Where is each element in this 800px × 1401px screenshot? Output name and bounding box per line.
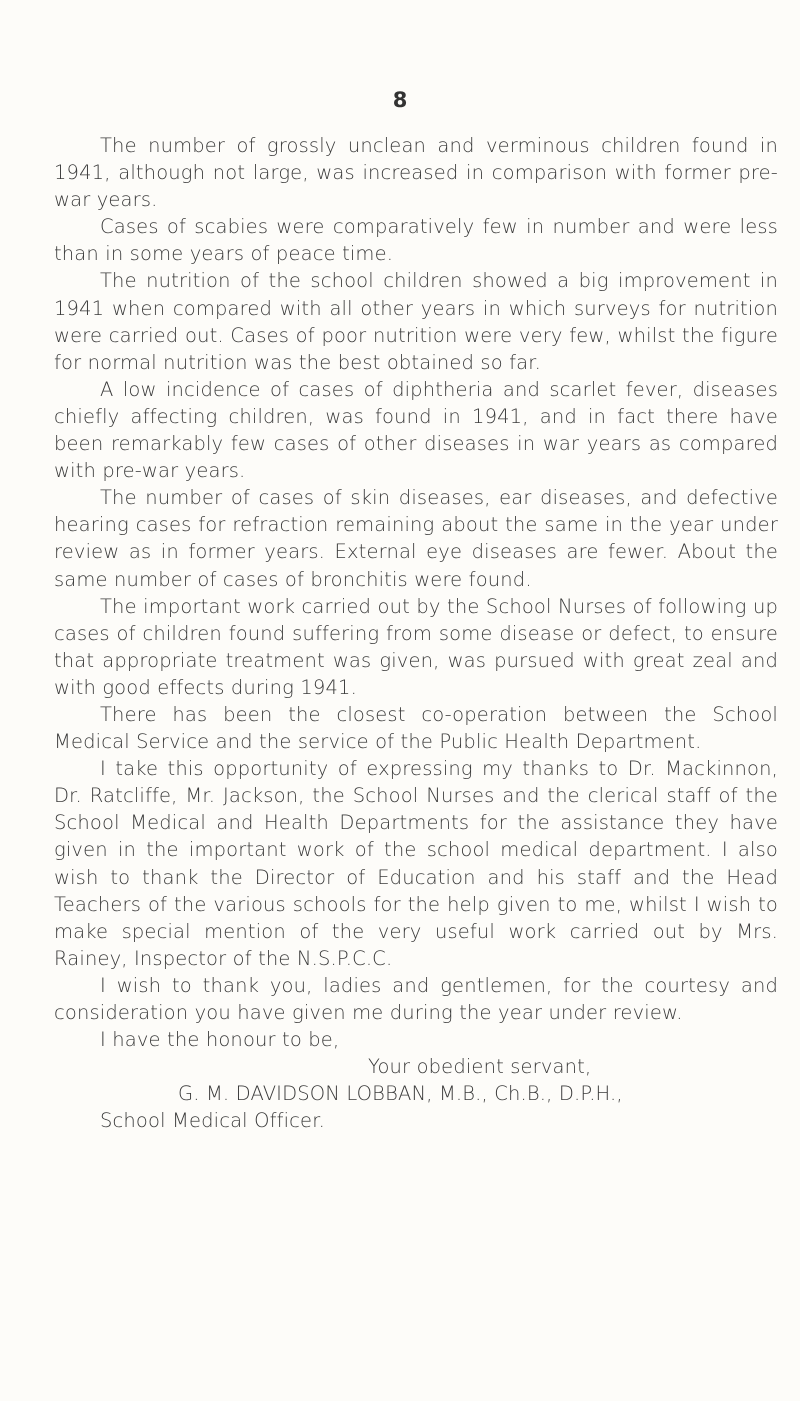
paragraph-school-nurses: The important work carried out by the School Nurses of following up cases of children found suffering from some disease or defect, to ensure that appropriate treatment was given, was pursued with great zeal and with good effects during 1941. [54, 594, 778, 699]
report-body [54, 132, 778, 1134]
paragraph-co-operation: There has been the closest co-operation between the School Medical Service and the service of the Public Health Department. [54, 702, 778, 754]
paragraph-verminous-children: The number of grossly unclean and verminous children found in 1941, although not large, was increased in comparison with former pre-war years. [54, 134, 778, 212]
paragraph-scabies: Cases of scabies were comparatively few in number and were less than in some years of peace time. [54, 215, 778, 266]
page-number: 8 [392, 88, 408, 112]
honour-line: I have the honour to be, [100, 1028, 340, 1052]
paragraph-thanks-committee: I wish to thank you, ladies and gentlemen, for the courtesy and consideration you have given me during the year under review. [54, 973, 778, 1024]
paragraph-thanks-staff: I take this opportunity of expressing my thanks to Dr. Mackinnon, Dr. Ratcliffe, Mr. Jackson, the School Nurses and the clerical staff of the School Medical and Health Departments for the assistance they have given in the important work of the school medical department. I also wish to thank the Director of Education and his staff and the Head Teachers of the various schools for the help given to me, whilst I wish to make special mention of the very useful work carried out by Mrs. Rainey, Inspector of the N.S.P.C.C. [54, 757, 778, 970]
paragraph-nutrition: The nutrition of the school children showed a big improvement in 1941 when compared with all other years in which surveys for nutrition were carried out. Cases of poor nutrition were very few, whilst the figure for normal nutrition was the best obtained so far. [54, 269, 778, 374]
valediction: Your obedient servant, [368, 1055, 592, 1079]
paragraph-diphtheria: A low incidence of cases of diphtheria and scarlet fever, diseases chiefly affecting children, was found in 1941, and in fact there have been remarkably few cases of other diseases in war years as compared with pre-war years. [54, 377, 778, 483]
officer-title: School Medical Officer. [100, 1109, 325, 1133]
signature: G. M. DAVIDSON LOBBAN, M.B., Ch.B., D.P.H., [178, 1082, 623, 1106]
paragraph-skin-ear-diseases: The number of cases of skin diseases, ear diseases, and defective hearing cases for refraction remaining about the same in the year under review as in former years. External eye diseases are fewer. About the same number of cases of bronchitis were found. [54, 486, 778, 591]
